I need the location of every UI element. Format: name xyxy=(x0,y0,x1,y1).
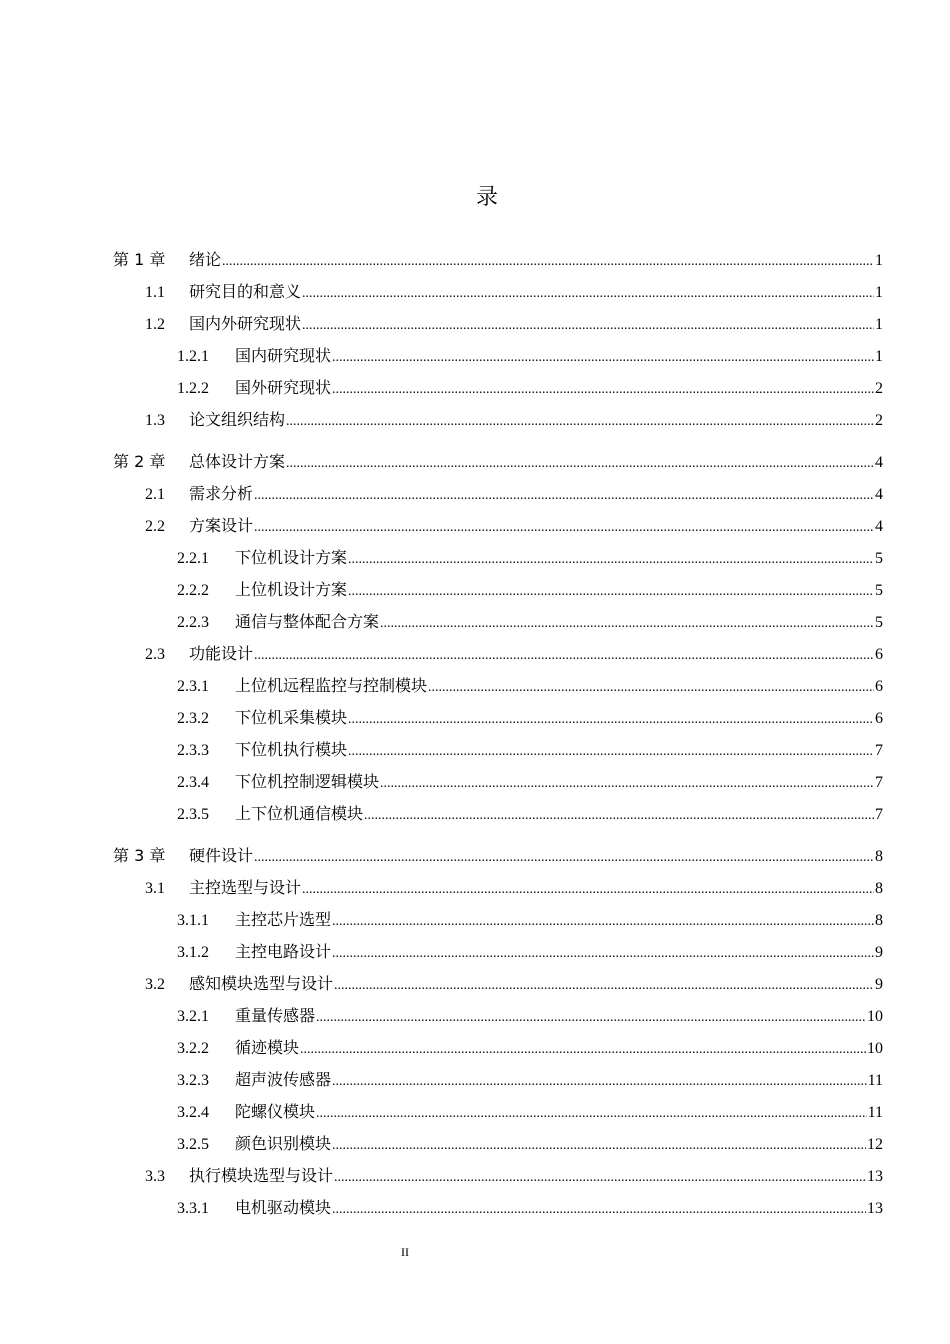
toc-entry-page-number: 10 xyxy=(867,1040,883,1057)
toc-entry-number: 3.3 xyxy=(145,1168,165,1185)
toc-subsection-entry[interactable] xyxy=(113,372,883,404)
toc-chapter-entry[interactable] xyxy=(113,446,883,478)
toc-entry-page-number: 1 xyxy=(875,284,883,301)
toc-entry-number: 3.1.2 xyxy=(177,944,209,961)
toc-dot-leader xyxy=(302,310,874,342)
toc-entry-title: 上位机远程监控与控制模块 xyxy=(235,676,428,695)
toc-dot-leader xyxy=(380,608,874,640)
toc-entry-title: 研究目的和意义 xyxy=(189,282,302,301)
toc-subsection-entry[interactable] xyxy=(113,1096,883,1128)
toc-chapter-entry[interactable] xyxy=(113,244,883,276)
toc-entry-title: 颜色识别模块 xyxy=(235,1134,332,1153)
toc-dot-leader xyxy=(332,1130,866,1162)
toc-subsection-entry[interactable] xyxy=(113,1032,883,1064)
toc-entry-page-number: 7 xyxy=(875,774,883,791)
toc-entry-title: 主控电路设计 xyxy=(235,942,332,961)
toc-entry-title: 方案设计 xyxy=(189,516,254,535)
toc-entry-title: 国内研究现状 xyxy=(235,346,332,365)
toc-entry-page-number: 4 xyxy=(875,486,883,503)
toc-entry-number: 2.3.3 xyxy=(177,742,209,759)
toc-entry-page-number: 1 xyxy=(875,252,883,269)
toc-entry-number: 第 1 章 xyxy=(113,250,166,269)
toc-entry-number: 3.2.2 xyxy=(177,1040,209,1057)
toc-entry-page-number: 6 xyxy=(875,646,883,663)
toc-entry-number: 第 2 章 xyxy=(113,452,166,471)
toc-entry-number: 1.2.2 xyxy=(177,380,209,397)
toc-entry-title: 下位机控制逻辑模块 xyxy=(235,772,380,791)
toc-entry-number: 1.2 xyxy=(145,316,165,333)
toc-entry-title: 下位机设计方案 xyxy=(235,548,348,567)
toc-entry-title: 执行模块选型与设计 xyxy=(189,1166,334,1185)
toc-entry-title: 论文组织结构 xyxy=(189,410,286,429)
toc-entry-page-number: 12 xyxy=(867,1136,883,1153)
toc-entry-number: 3.3.1 xyxy=(177,1200,209,1217)
toc-subsection-entry[interactable] xyxy=(113,574,883,606)
toc-entry-title: 下位机执行模块 xyxy=(235,740,348,759)
toc-entry-title: 超声波传感器 xyxy=(235,1070,332,1089)
toc-entry-number: 3.1.1 xyxy=(177,912,209,929)
toc-entry-page-number: 9 xyxy=(875,976,883,993)
page-title: 录 xyxy=(475,185,498,210)
toc-dot-leader xyxy=(286,448,874,480)
toc-entry-title: 上位机设计方案 xyxy=(235,580,348,599)
toc-subsection-entry[interactable] xyxy=(113,1128,883,1160)
toc-dot-leader xyxy=(332,906,874,938)
toc-dot-leader xyxy=(254,842,874,874)
toc-section-entry[interactable] xyxy=(113,276,883,308)
toc-entry-title: 下位机采集模块 xyxy=(235,708,348,727)
toc-entry-page-number: 8 xyxy=(875,912,883,929)
toc-entry-page-number: 5 xyxy=(875,582,883,599)
toc-section-entry[interactable] xyxy=(113,308,883,340)
toc-dot-leader xyxy=(428,672,874,704)
toc-dot-leader xyxy=(286,406,874,438)
toc-entry-page-number: 2 xyxy=(875,380,883,397)
toc-entry-page-number: 4 xyxy=(875,454,883,471)
toc-subsection-entry[interactable] xyxy=(113,1192,883,1224)
toc-dot-leader xyxy=(334,1162,866,1194)
toc-entry-title: 上下位机通信模块 xyxy=(235,804,364,823)
toc-dot-leader xyxy=(332,938,874,970)
toc-entry-number: 1.3 xyxy=(145,412,165,429)
toc-entry-title: 电机驱动模块 xyxy=(235,1198,332,1217)
toc-entry-page-number: 7 xyxy=(875,742,883,759)
toc-entry-page-number: 6 xyxy=(875,710,883,727)
toc-subsection-entry[interactable] xyxy=(113,606,883,638)
toc-dot-leader xyxy=(332,342,874,374)
toc-entry-page-number: 11 xyxy=(867,1072,883,1089)
toc-entry-title: 需求分析 xyxy=(189,484,254,503)
toc-entry-number: 1.1 xyxy=(145,284,165,301)
toc-entry-number: 3.2.1 xyxy=(177,1008,209,1025)
toc-entry-page-number: 8 xyxy=(875,848,883,865)
toc-dot-leader xyxy=(316,1098,867,1130)
toc-entry-number: 2.2 xyxy=(145,518,165,535)
toc-dot-leader xyxy=(222,246,874,278)
toc-entry-title: 主控选型与设计 xyxy=(189,878,302,897)
toc-dot-leader xyxy=(302,278,874,310)
toc-section-entry[interactable] xyxy=(113,510,883,542)
toc-entry-page-number: 4 xyxy=(875,518,883,535)
toc-entry-title: 硬件设计 xyxy=(189,846,254,865)
toc-dot-leader xyxy=(348,704,874,736)
toc-subsection-entry[interactable] xyxy=(113,542,883,574)
toc-subsection-entry[interactable] xyxy=(113,670,883,702)
toc-entry-page-number: 9 xyxy=(875,944,883,961)
toc-entry-title: 总体设计方案 xyxy=(189,452,286,471)
toc-subsection-entry[interactable] xyxy=(113,936,883,968)
toc-entry-number: 3.2.4 xyxy=(177,1104,209,1121)
toc-section-entry[interactable] xyxy=(113,872,883,904)
toc-subsection-entry[interactable] xyxy=(113,1064,883,1096)
toc-dot-leader xyxy=(300,1034,866,1066)
toc-subsection-entry[interactable] xyxy=(113,340,883,372)
table-of-contents xyxy=(113,244,883,1224)
toc-entry-page-number: 5 xyxy=(875,614,883,631)
toc-entry-number: 2.1 xyxy=(145,486,165,503)
toc-entry-number: 2.2.3 xyxy=(177,614,209,631)
toc-dot-leader xyxy=(334,970,874,1002)
page-number-footer: II xyxy=(401,1245,409,1259)
toc-dot-leader xyxy=(316,1002,866,1034)
toc-entry-page-number: 8 xyxy=(875,880,883,897)
toc-dot-leader xyxy=(332,1194,866,1226)
toc-entry-title: 国外研究现状 xyxy=(235,378,332,397)
toc-chapter-entry[interactable] xyxy=(113,840,883,872)
toc-entry-number: 3.2 xyxy=(145,976,165,993)
toc-entry-title: 绪论 xyxy=(189,250,222,269)
toc-entry-title: 主控芯片选型 xyxy=(235,910,332,929)
toc-entry-number: 2.3 xyxy=(145,646,165,663)
toc-dot-leader xyxy=(348,544,874,576)
toc-entry-number: 3.1 xyxy=(145,880,165,897)
toc-entry-page-number: 7 xyxy=(875,806,883,823)
toc-dot-leader xyxy=(254,640,874,672)
toc-dot-leader xyxy=(254,480,874,512)
toc-section-entry[interactable] xyxy=(113,968,883,1000)
toc-subsection-entry[interactable] xyxy=(113,702,883,734)
toc-entry-page-number: 2 xyxy=(875,412,883,429)
toc-subsection-entry[interactable] xyxy=(113,904,883,936)
toc-entry-title: 功能设计 xyxy=(189,644,254,663)
toc-entry-number: 3.2.5 xyxy=(177,1136,209,1153)
toc-section-entry[interactable] xyxy=(113,404,883,436)
toc-entry-page-number: 1 xyxy=(875,348,883,365)
toc-entry-page-number: 11 xyxy=(867,1104,883,1121)
toc-section-entry[interactable] xyxy=(113,478,883,510)
toc-entry-page-number: 13 xyxy=(867,1168,883,1185)
toc-section-entry[interactable] xyxy=(113,1160,883,1192)
toc-subsection-entry[interactable] xyxy=(113,766,883,798)
toc-entry-title: 重量传感器 xyxy=(235,1006,316,1025)
toc-entry-title: 国内外研究现状 xyxy=(189,314,302,333)
toc-entry-page-number: 10 xyxy=(867,1008,883,1025)
toc-entry-number: 2.3.5 xyxy=(177,806,209,823)
toc-entry-number: 2.3.4 xyxy=(177,774,209,791)
toc-dot-leader xyxy=(302,874,874,906)
toc-subsection-entry[interactable] xyxy=(113,734,883,766)
toc-entry-page-number: 1 xyxy=(875,316,883,333)
toc-entry-title: 通信与整体配合方案 xyxy=(235,612,380,631)
toc-dot-leader xyxy=(254,512,874,544)
toc-entry-number: 2.3.1 xyxy=(177,678,209,695)
toc-entry-page-number: 13 xyxy=(867,1200,883,1217)
toc-entry-number: 1.2.1 xyxy=(177,348,209,365)
toc-entry-title: 感知模块选型与设计 xyxy=(189,974,334,993)
toc-entry-title: 循迹模块 xyxy=(235,1038,300,1057)
toc-entry-page-number: 6 xyxy=(875,678,883,695)
toc-entry-number: 3.2.3 xyxy=(177,1072,209,1089)
toc-entry-number: 2.2.2 xyxy=(177,582,209,599)
toc-subsection-entry[interactable] xyxy=(113,798,883,830)
toc-entry-page-number: 5 xyxy=(875,550,883,567)
toc-dot-leader xyxy=(364,800,874,832)
toc-dot-leader xyxy=(380,768,874,800)
toc-subsection-entry[interactable] xyxy=(113,1000,883,1032)
toc-entry-number: 第 3 章 xyxy=(113,846,166,865)
toc-dot-leader xyxy=(348,576,874,608)
toc-dot-leader xyxy=(348,736,874,768)
toc-entry-title: 陀螺仪模块 xyxy=(235,1102,316,1121)
toc-dot-leader xyxy=(332,1066,867,1098)
toc-entry-number: 2.3.2 xyxy=(177,710,209,727)
toc-dot-leader xyxy=(332,374,874,406)
toc-entry-number: 2.2.1 xyxy=(177,550,209,567)
toc-section-entry[interactable] xyxy=(113,638,883,670)
